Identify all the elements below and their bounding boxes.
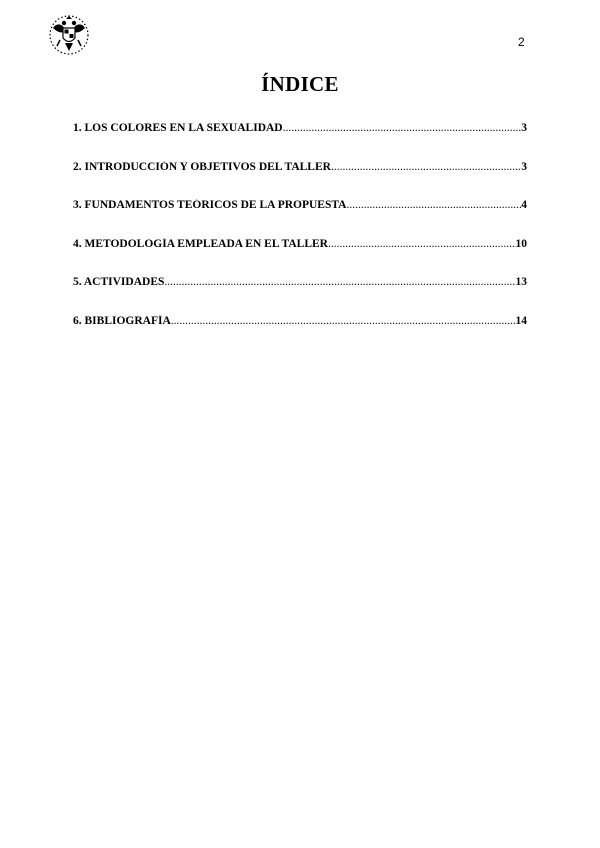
toc-entry-page: 10 xyxy=(515,237,527,250)
toc-entry-page: 3 xyxy=(521,122,527,134)
toc-entry[interactable] xyxy=(73,238,527,277)
toc-entry-label: 5. ACTIVIDADES xyxy=(73,276,165,289)
toc-leader-dots xyxy=(328,238,516,250)
toc-entry-label: 1. LOS COLORES EN LA SEXUALIDAD xyxy=(73,122,283,134)
page-number: 2 xyxy=(518,35,525,49)
toc-entry-label: 6. BIBLIOGRAFÍA xyxy=(73,314,171,327)
toc-entry-label: 2. INTRODUCCIÓN Y OBJETIVOS DEL TALLER xyxy=(73,160,331,173)
toc-entry-page: 14 xyxy=(515,314,527,327)
toc-entry-page: 13 xyxy=(515,276,527,289)
toc-leader-dots xyxy=(331,161,521,173)
toc-entry-page: 3 xyxy=(521,160,527,173)
toc-leader-dots xyxy=(283,122,522,134)
toc-leader-dots xyxy=(164,276,515,288)
university-seal-icon xyxy=(43,14,95,56)
toc-entry[interactable] xyxy=(73,122,527,161)
toc-entry[interactable] xyxy=(73,276,527,315)
page-title: ÍNDICE xyxy=(261,72,339,96)
toc-entry-page: 4 xyxy=(521,199,527,212)
university-seal-logo xyxy=(43,14,95,56)
toc-leader-dots xyxy=(171,315,516,327)
toc-entry[interactable] xyxy=(73,315,527,354)
table-of-contents xyxy=(73,122,527,354)
toc-entry[interactable] xyxy=(73,199,527,238)
toc-entry[interactable] xyxy=(73,161,527,200)
toc-entry-label: 3. FUNDAMENTOS TEÓRICOS DE LA PROPUESTA xyxy=(73,199,347,212)
toc-entry-label: 4. METODOLOGÍA EMPLEADA EN EL TALLER xyxy=(73,237,328,250)
toc-leader-dots xyxy=(347,199,522,211)
